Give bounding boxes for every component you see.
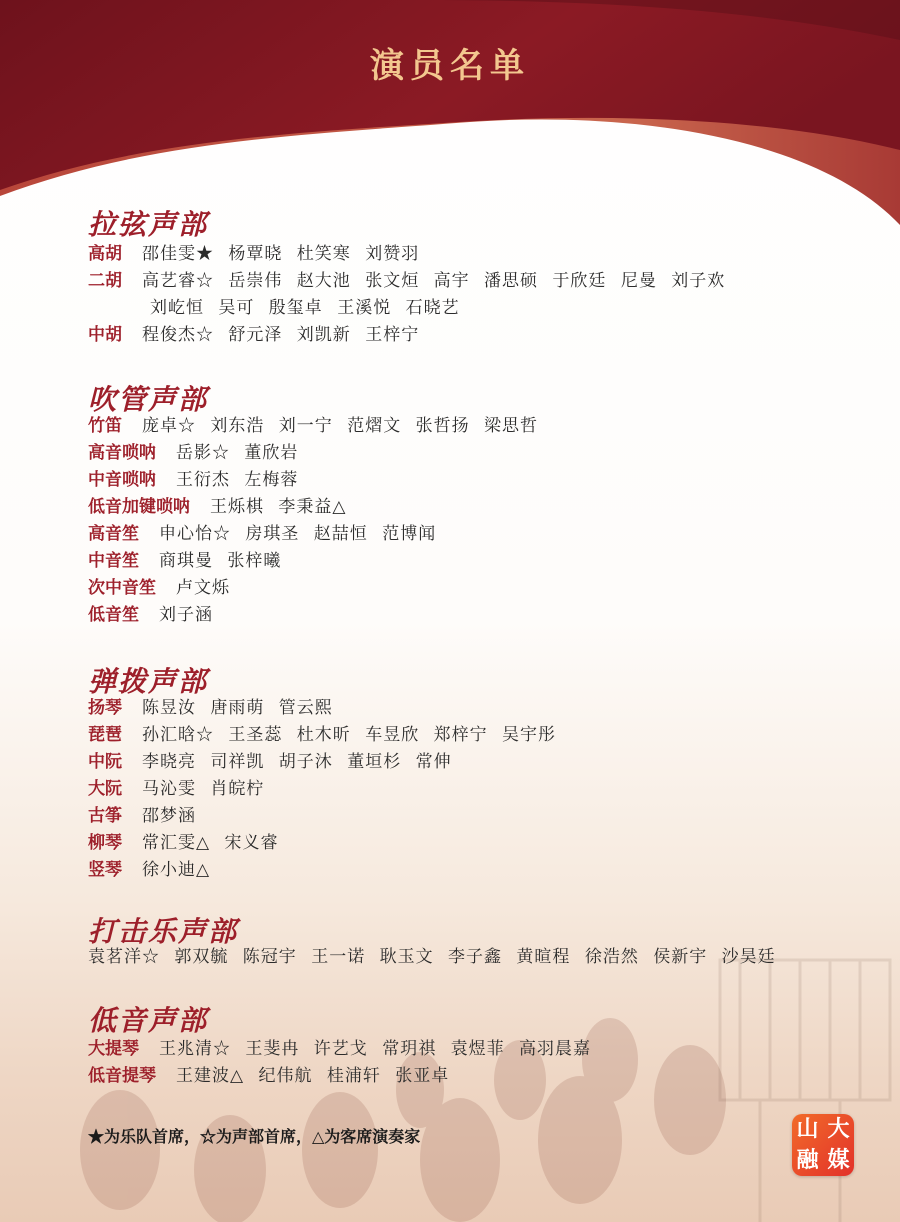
instrument-label: 高胡: [88, 244, 122, 264]
performer-names: 王兆清☆ 王斐冉 许艺戈 常玥祺 袁煜菲 高羽晨嘉: [159, 1039, 592, 1059]
list-item: [88, 1037, 591, 1061]
section-title-percussion: 打击乐声部: [88, 915, 239, 948]
logo-char: 融: [796, 1148, 819, 1173]
instrument-label: 古筝: [88, 806, 122, 826]
performer-names: 高艺睿☆ 岳崇伟 赵大池 张文烜 高宇 潘思硕 于欣廷 尼曼 刘子欢: [142, 271, 726, 291]
performer-names: 王烁棋 李秉益△: [210, 497, 347, 517]
list-item: [88, 522, 436, 546]
list-item: [88, 468, 298, 492]
instrument-label: 中胡: [88, 325, 122, 345]
list-item: [88, 945, 776, 969]
header-banner: [0, 0, 900, 230]
instrument-label: 高音唢呐: [88, 443, 156, 463]
list-item: [88, 858, 210, 882]
list-item: [88, 495, 346, 519]
list-item: [88, 777, 264, 801]
section-title-plucked: 弹拨声部: [88, 665, 209, 698]
shandong-media-logo-icon: [792, 1114, 854, 1176]
performer-names: 王衍杰 左梅蓉: [176, 470, 299, 490]
list-item: [88, 750, 452, 774]
instrument-label: 中阮: [88, 752, 122, 772]
logo-char: 媒: [827, 1148, 850, 1173]
page-title: 演员名单: [370, 46, 530, 86]
performer-names: 邵佳雯★ 杨覃晓 杜笑寒 刘赞羽: [142, 244, 420, 264]
list-item: [88, 269, 725, 293]
performer-names: 袁茗洋☆ 郭双毓 陈冠宇 王一诺 耿玉文 李子鑫 黄暄程 徐浩然 侯新宇 沙昊廷: [88, 947, 776, 967]
performer-names: 卢文烁: [176, 578, 230, 598]
section-title-strings: 拉弦声部: [88, 208, 209, 241]
list-item: [88, 549, 281, 573]
list-item: [88, 576, 230, 600]
instrument-label: 中音笙: [88, 551, 139, 571]
instrument-label: 低音提琴: [88, 1066, 156, 1086]
instrument-label: 低音笙: [88, 605, 139, 625]
instrument-label: 二胡: [88, 271, 122, 291]
instrument-label: 竖琴: [88, 860, 122, 880]
list-item: [88, 242, 419, 266]
section-title-winds: 吹管声部: [88, 383, 209, 416]
instrument-label: 琵琶: [88, 725, 122, 745]
instrument-label: 中音唢呐: [88, 470, 156, 490]
list-item: [88, 1064, 449, 1088]
section-title-bass: 低音声部: [88, 1004, 209, 1037]
instrument-label: 扬琴: [88, 698, 122, 718]
instrument-label: 高音笙: [88, 524, 139, 544]
list-item: [88, 723, 556, 747]
performer-names: 庞卓☆ 刘东浩 刘一宁 范熠文 张哲扬 梁思哲: [142, 416, 539, 436]
performer-names: 刘屹恒 吴可 殷玺卓 王溪悦 石晓艺: [150, 298, 460, 318]
instrument-label: 柳琴: [88, 833, 122, 853]
instrument-label: 大阮: [88, 779, 122, 799]
list-item: [88, 414, 538, 438]
instrument-label: 大提琴: [88, 1039, 139, 1059]
performer-names: 常汇雯△ 宋义睿: [142, 833, 279, 853]
list-item: [88, 831, 278, 855]
logo-char: 大: [827, 1117, 850, 1142]
instrument-label: 低音加键唢呐: [88, 497, 190, 517]
performer-names: 陈昱汝 唐雨萌 管云熙: [142, 698, 333, 718]
list-item: [88, 323, 419, 347]
performer-names: 王建波△ 纪伟航 桂浦轩 张亚卓: [176, 1066, 450, 1086]
instrument-label: 竹笛: [88, 416, 122, 436]
list-item: [88, 696, 333, 720]
performer-names: 李晓亮 司祥凯 胡子沐 董垣杉 常伸: [142, 752, 452, 772]
performer-names: 徐小迪△: [142, 860, 211, 880]
performer-names: 马沁雯 肖皖柠: [142, 779, 265, 799]
performer-names: 岳影☆ 董欣岩: [176, 443, 299, 463]
instrument-label: 次中音笙: [88, 578, 156, 598]
performer-names: 孙汇晗☆ 王圣蕊 杜木昕 车昱欣 郑梓宁 吴宇彤: [142, 725, 557, 745]
list-item: [88, 296, 460, 320]
performer-names: 邵梦涵: [142, 806, 196, 826]
list-item: [88, 441, 298, 465]
performer-names: 申心怡☆ 房琪圣 赵喆恒 范博闻: [159, 524, 437, 544]
legend-footnote: ★为乐队首席，☆为声部首席，△为客席演奏家: [88, 1127, 421, 1146]
performer-names: 商琪曼 张梓曦: [159, 551, 282, 571]
list-item: [88, 804, 196, 828]
performer-names: 程俊杰☆ 舒元泽 刘凯新 王梓宁: [142, 325, 420, 345]
logo-char: 山: [796, 1117, 819, 1142]
performer-names: 刘子涵: [159, 605, 213, 625]
list-item: [88, 603, 213, 627]
